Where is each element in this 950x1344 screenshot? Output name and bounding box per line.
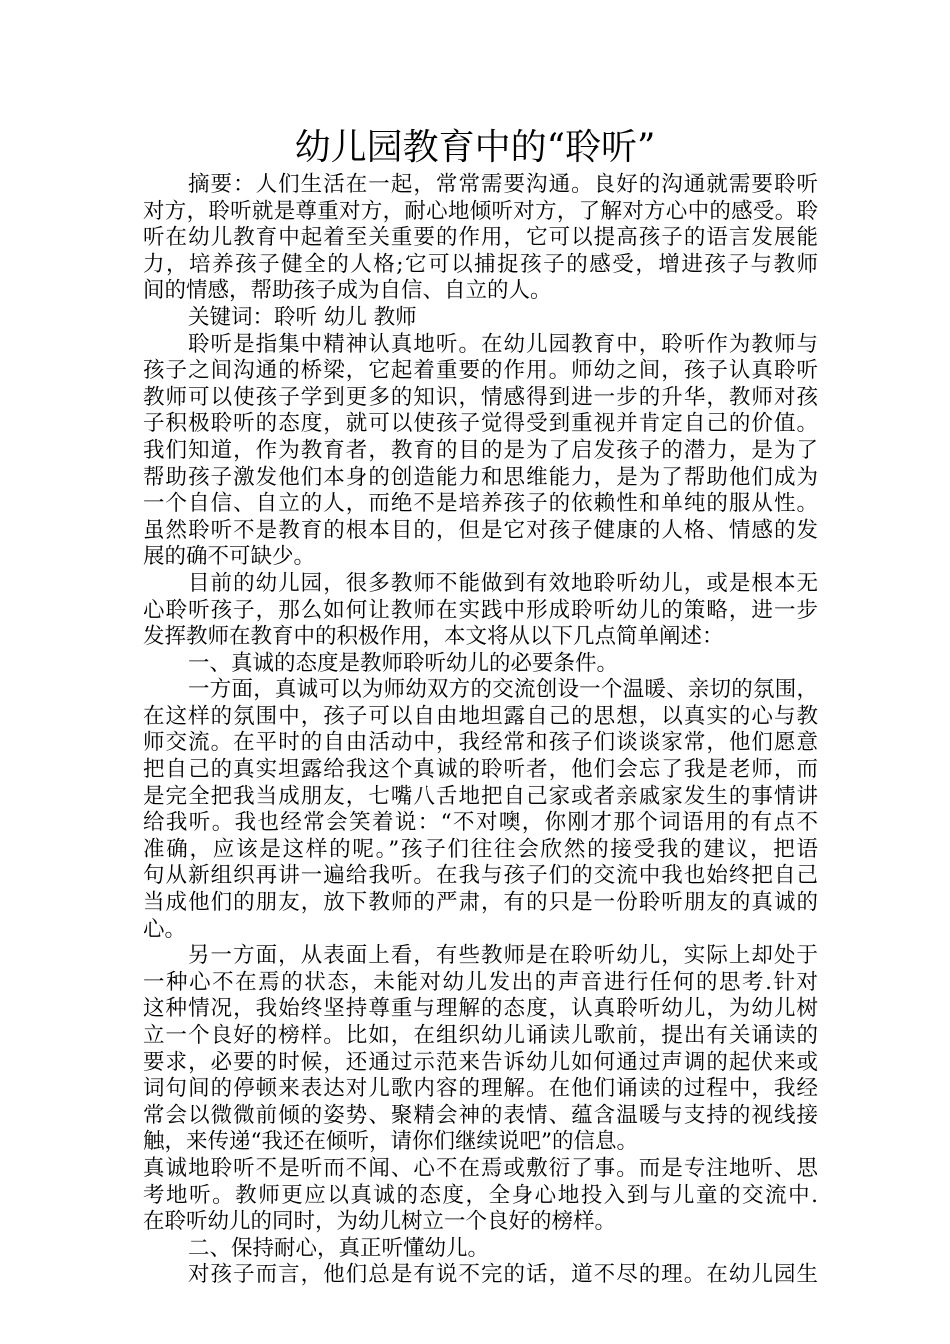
text-line: 一种心不在焉的状态，未能对幼儿发出的声音进行任何的思考.针对 (143, 969, 818, 995)
text-line: 二、保持耐心，真正听懂幼儿。 (188, 1235, 490, 1261)
text-line: 帮助孩子激发他们本身的创造能力和思维能力，是为了帮助他们成为 (143, 464, 818, 490)
text-line: 把自己的真实坦露给我这个真诚的聆听者，他们会忘了我是老师，而 (143, 757, 818, 783)
text-line: 我们知道，作为教育者，教育的目的是为了启发孩子的潜力，是为了 (143, 437, 818, 463)
text-line: 常会以微微前倾的姿势、聚精会神的表情、蕴含温暖与支持的视线接 (143, 1102, 818, 1128)
text-line: 孩子之间沟通的桥梁，它起着重要的作用。师幼之间，孩子认真聆听 (143, 358, 818, 384)
text-line: 词句间的停顿来表达对儿歌内容的理解。在他们诵读的过程中，我经 (143, 1076, 818, 1102)
text-line: 关键词：聆听 幼儿 教师 (188, 304, 417, 330)
text-line: 一、真诚的态度是教师聆听幼儿的必要条件。 (188, 650, 619, 676)
text-line: 要求，必要的时候，还通过示范来告诉幼儿如何通过声调的起伏来或 (143, 1049, 818, 1075)
text-line: 一个自信、自立的人，而绝不是培养孩子的依赖性和单纯的服从性。 (143, 491, 818, 517)
text-line: 给我听。我也经常会笑着说：“不对噢，你刚才那个词语用的有点不 (143, 810, 818, 836)
text-line: 师交流。在平时的自由活动中，我经常和孩子们谈谈家常，他们愿意 (143, 730, 818, 756)
text-line: 听在幼儿教育中起着至关重要的作用，它可以提高孩子的语言发展能 (143, 225, 818, 251)
text-line: 真诚地聆听不是听而不闻、心不在焉或敷衍了事。而是专注地听、思 (143, 1155, 818, 1181)
text-line: 句从新组织再讲一遍给我听。在我与孩子们的交流中我也始终把自己 (143, 863, 818, 889)
text-line: 摘要：人们生活在一起，常常需要沟通。良好的沟通就需要聆听 (188, 172, 818, 197)
text-line: 在这样的氛围中，孩子可以自由地坦露自己的思想，以真实的心与教 (143, 703, 818, 729)
text-line: 心聆听孩子，那么如何让教师在实践中形成聆听幼儿的策略，进一步 (143, 597, 818, 623)
text-line: 考地听。教师更应以真诚的态度，全身心地投入到与儿童的交流中. (143, 1182, 818, 1208)
text-line: 这种情况，我始终坚持尊重与理解的态度，认真聆听幼儿，为幼儿树 (143, 996, 818, 1022)
text-line: 展的确不可缺少。 (143, 544, 316, 570)
text-line: 力，培养孩子健全的人格;它可以捕捉孩子的感受，增进孩子与教师 (143, 251, 818, 277)
text-line: 准确，应该是这样的呢。”孩子们往往会欣然的接受我的建议，把语 (143, 836, 818, 862)
text-line: 在聆听幼儿的同时，为幼儿树立一个良好的榜样。 (143, 1209, 617, 1235)
text-line: 子积极聆听的态度，就可以使孩子觉得受到重视并肯定自己的价值。 (143, 411, 818, 437)
text-line: 当成他们的朋友，放下教师的严肃，有的只是一份聆听朋友的真诚的 (143, 890, 818, 916)
text-line: 聆听是指集中精神认真地听。在幼儿园教育中，聆听作为教师与 (188, 331, 818, 357)
document-body (143, 172, 818, 1289)
text-line: 心。 (143, 916, 187, 942)
text-line: 立一个良好的榜样。比如，在组织幼儿诵读儿歌前，提出有关诵读的 (143, 1023, 818, 1048)
text-line: 教师可以使孩子学到更多的知识，情感得到进一步的升华，教师对孩 (143, 384, 818, 410)
text-line: 触，来传递“我还在倾听，请你们继续说吧”的信息。 (143, 1129, 638, 1155)
text-line: 是完全把我当成朋友，七嘴八舌地把自己家或者亲戚家发生的事情讲 (143, 783, 818, 809)
text-line: 虽然聆听不是教育的根本目的，但是它对孩子健康的人格、情感的发 (143, 517, 818, 543)
text-line: 对方，聆听就是尊重对方，耐心地倾听对方，了解对方心中的感受。聆 (143, 198, 818, 224)
text-line: 间的情感，帮助孩子成为自信、自立的人。 (143, 278, 552, 304)
text-line: 另一方面，从表面上看，有些教师是在聆听幼儿，实际上却处于 (188, 943, 818, 969)
text-line: 对孩子而言，他们总是有说不完的话，道不尽的理。在幼儿园生 (188, 1262, 818, 1288)
text-line: 一方面，真诚可以为师幼双方的交流创设一个温暖、亲切的氛围， (188, 677, 818, 703)
text-line: 发挥教师在教育中的积极作用，本文将从以下几点简单阐述： (143, 624, 724, 650)
document-title: 幼儿园教育中的“聆听” (294, 127, 656, 168)
text-line: 目前的幼儿园，很多教师不能做到有效地聆听幼儿，或是根本无 (188, 570, 818, 596)
